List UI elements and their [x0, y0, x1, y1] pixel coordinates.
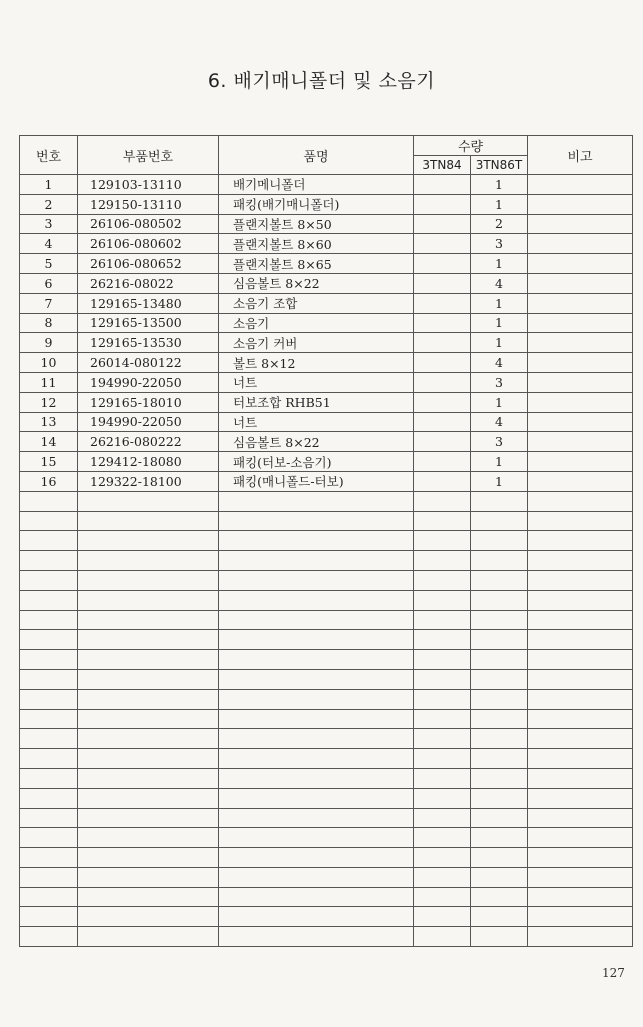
- header-name: 품명: [219, 136, 414, 175]
- row-name: 소음기: [219, 313, 414, 333]
- row-qty-3tn84: [414, 273, 471, 293]
- row-remarks: [528, 511, 633, 531]
- row-name: [219, 848, 414, 868]
- row-qty-3tn86t: [471, 551, 528, 571]
- table-row: [20, 214, 633, 234]
- row-no: [20, 531, 78, 551]
- row-no: 15: [20, 452, 78, 472]
- table-row: [20, 273, 633, 293]
- row-name: 볼트 8×12: [219, 353, 414, 373]
- row-name: [219, 570, 414, 590]
- table-row: [20, 392, 633, 412]
- row-part-no: 129150-13110: [78, 194, 219, 214]
- row-qty-3tn86t: 3: [471, 372, 528, 392]
- row-qty-3tn84: [414, 749, 471, 769]
- row-no: 11: [20, 372, 78, 392]
- row-remarks: [528, 491, 633, 511]
- row-remarks: [528, 214, 633, 234]
- row-no: 13: [20, 412, 78, 432]
- row-part-no: [78, 749, 219, 769]
- table-row: [20, 452, 633, 472]
- table-row: [20, 610, 633, 630]
- row-remarks: [528, 432, 633, 452]
- row-remarks: [528, 452, 633, 472]
- row-qty-3tn86t: 3: [471, 432, 528, 452]
- row-no: 4: [20, 234, 78, 254]
- row-name: [219, 808, 414, 828]
- table-row: [20, 907, 633, 927]
- table-row: [20, 848, 633, 868]
- row-name: 터보조합 RHB51: [219, 392, 414, 412]
- row-qty-3tn84: [414, 867, 471, 887]
- table-row: [20, 709, 633, 729]
- row-qty-3tn86t: [471, 867, 528, 887]
- row-remarks: [528, 313, 633, 333]
- row-qty-3tn84: [414, 788, 471, 808]
- row-part-no: 194990-22050: [78, 412, 219, 432]
- row-name: 배기메니폴더: [219, 175, 414, 195]
- header-part-no: 부품번호: [78, 136, 219, 175]
- parts-table-body: [20, 175, 633, 947]
- row-part-no: [78, 788, 219, 808]
- row-no: [20, 570, 78, 590]
- row-remarks: [528, 471, 633, 491]
- row-no: [20, 630, 78, 650]
- row-no: [20, 768, 78, 788]
- row-no: 1: [20, 175, 78, 195]
- row-name: 심음볼트 8×22: [219, 432, 414, 452]
- row-qty-3tn84: [414, 610, 471, 630]
- row-no: 3: [20, 214, 78, 234]
- row-remarks: [528, 907, 633, 927]
- row-qty-3tn86t: [471, 887, 528, 907]
- row-no: 2: [20, 194, 78, 214]
- row-name: 플랜지볼트 8×50: [219, 214, 414, 234]
- header-remarks: 비고: [528, 136, 633, 175]
- row-qty-3tn86t: [471, 828, 528, 848]
- row-qty-3tn86t: 1: [471, 194, 528, 214]
- row-part-no: 26106-080652: [78, 254, 219, 274]
- row-qty-3tn84: [414, 491, 471, 511]
- header-model-3tn86t: 3TN86T: [471, 156, 528, 175]
- row-part-no: 129103-13110: [78, 175, 219, 195]
- row-remarks: [528, 175, 633, 195]
- row-no: 8: [20, 313, 78, 333]
- row-no: [20, 551, 78, 571]
- page-number: 127: [602, 966, 625, 980]
- row-no: [20, 511, 78, 531]
- table-row: [20, 808, 633, 828]
- row-part-no: [78, 590, 219, 610]
- row-name: [219, 669, 414, 689]
- row-remarks: [528, 669, 633, 689]
- row-part-no: 26106-080602: [78, 234, 219, 254]
- row-qty-3tn86t: 1: [471, 313, 528, 333]
- row-remarks: [528, 333, 633, 353]
- table-row: [20, 531, 633, 551]
- row-remarks: [528, 353, 633, 373]
- row-remarks: [528, 372, 633, 392]
- row-qty-3tn84: [414, 333, 471, 353]
- row-qty-3tn84: [414, 689, 471, 709]
- row-name: [219, 788, 414, 808]
- row-qty-3tn86t: 1: [471, 254, 528, 274]
- row-qty-3tn86t: 1: [471, 471, 528, 491]
- table-row: [20, 729, 633, 749]
- row-part-no: [78, 907, 219, 927]
- row-qty-3tn86t: [471, 788, 528, 808]
- table-row: [20, 828, 633, 848]
- table-row: [20, 768, 633, 788]
- row-no: 6: [20, 273, 78, 293]
- row-name: [219, 551, 414, 571]
- table-row: [20, 630, 633, 650]
- row-qty-3tn84: [414, 531, 471, 551]
- row-name: [219, 828, 414, 848]
- row-qty-3tn86t: [471, 907, 528, 927]
- row-no: [20, 749, 78, 769]
- table-row: [20, 471, 633, 491]
- row-remarks: [528, 927, 633, 947]
- row-qty-3tn86t: 2: [471, 214, 528, 234]
- row-qty-3tn86t: 4: [471, 412, 528, 432]
- table-row: [20, 650, 633, 670]
- row-name: [219, 768, 414, 788]
- row-qty-3tn86t: [471, 848, 528, 868]
- row-qty-3tn86t: [471, 630, 528, 650]
- row-name: 플랜지볼트 8×65: [219, 254, 414, 274]
- row-qty-3tn84: [414, 907, 471, 927]
- table-row: [20, 432, 633, 452]
- row-no: [20, 907, 78, 927]
- table-row: [20, 254, 633, 274]
- row-part-no: 129412-18080: [78, 452, 219, 472]
- row-remarks: [528, 650, 633, 670]
- row-name: 너트: [219, 372, 414, 392]
- row-qty-3tn86t: [471, 927, 528, 947]
- row-name: 소음기 커버: [219, 333, 414, 353]
- row-qty-3tn84: [414, 887, 471, 907]
- row-remarks: [528, 768, 633, 788]
- row-part-no: [78, 887, 219, 907]
- row-no: [20, 848, 78, 868]
- header-no: 번호: [20, 136, 78, 175]
- row-qty-3tn84: [414, 590, 471, 610]
- table-row: [20, 412, 633, 432]
- row-qty-3tn84: [414, 729, 471, 749]
- row-qty-3tn86t: [471, 808, 528, 828]
- row-qty-3tn84: [414, 293, 471, 313]
- row-remarks: [528, 194, 633, 214]
- row-no: [20, 709, 78, 729]
- row-part-no: 129165-13530: [78, 333, 219, 353]
- table-row: [20, 194, 633, 214]
- row-no: [20, 887, 78, 907]
- row-qty-3tn86t: 1: [471, 452, 528, 472]
- row-name: 플랜지볼트 8×60: [219, 234, 414, 254]
- row-name: [219, 749, 414, 769]
- table-row: [20, 511, 633, 531]
- table-row: [20, 491, 633, 511]
- table-row: [20, 927, 633, 947]
- row-part-no: [78, 867, 219, 887]
- row-qty-3tn84: [414, 412, 471, 432]
- row-qty-3tn84: [414, 234, 471, 254]
- row-no: [20, 610, 78, 630]
- row-qty-3tn86t: [471, 709, 528, 729]
- row-remarks: [528, 887, 633, 907]
- row-qty-3tn84: [414, 848, 471, 868]
- row-name: 패킹(매니폴드-터보): [219, 471, 414, 491]
- row-no: [20, 867, 78, 887]
- row-no: [20, 590, 78, 610]
- row-name: [219, 491, 414, 511]
- row-remarks: [528, 788, 633, 808]
- row-remarks: [528, 551, 633, 571]
- row-remarks: [528, 689, 633, 709]
- header-qty: 수량: [414, 136, 528, 156]
- row-name: [219, 610, 414, 630]
- row-remarks: [528, 293, 633, 313]
- row-no: [20, 808, 78, 828]
- row-qty-3tn84: [414, 669, 471, 689]
- row-name: [219, 729, 414, 749]
- row-part-no: 26014-080122: [78, 353, 219, 373]
- page-title: 6. 배기매니폴더 및 소음기: [207, 70, 436, 92]
- row-no: [20, 729, 78, 749]
- row-qty-3tn84: [414, 372, 471, 392]
- row-part-no: 26216-080222: [78, 432, 219, 452]
- row-part-no: [78, 828, 219, 848]
- row-qty-3tn86t: [471, 610, 528, 630]
- row-remarks: [528, 590, 633, 610]
- row-part-no: [78, 768, 219, 788]
- row-qty-3tn84: [414, 828, 471, 848]
- row-part-no: [78, 570, 219, 590]
- row-part-no: [78, 511, 219, 531]
- row-remarks: [528, 531, 633, 551]
- row-qty-3tn86t: [471, 531, 528, 551]
- row-part-no: [78, 848, 219, 868]
- row-qty-3tn86t: [471, 650, 528, 670]
- row-remarks: [528, 808, 633, 828]
- row-remarks: [528, 254, 633, 274]
- row-no: 16: [20, 471, 78, 491]
- row-qty-3tn86t: [471, 689, 528, 709]
- row-name: 패킹(배기매니폴더): [219, 194, 414, 214]
- row-qty-3tn84: [414, 313, 471, 333]
- row-remarks: [528, 709, 633, 729]
- row-qty-3tn86t: 4: [471, 273, 528, 293]
- row-no: 7: [20, 293, 78, 313]
- row-qty-3tn84: [414, 551, 471, 571]
- row-part-no: [78, 531, 219, 551]
- row-qty-3tn84: [414, 194, 471, 214]
- row-qty-3tn84: [414, 214, 471, 234]
- row-qty-3tn84: [414, 650, 471, 670]
- table-row: [20, 313, 633, 333]
- row-part-no: [78, 551, 219, 571]
- row-remarks: [528, 412, 633, 432]
- row-qty-3tn86t: [471, 729, 528, 749]
- row-qty-3tn86t: [471, 669, 528, 689]
- row-part-no: [78, 491, 219, 511]
- table-row: [20, 372, 633, 392]
- row-name: 심음볼트 8×22: [219, 273, 414, 293]
- row-remarks: [528, 570, 633, 590]
- row-no: 12: [20, 392, 78, 412]
- row-qty-3tn84: [414, 471, 471, 491]
- row-qty-3tn84: [414, 175, 471, 195]
- row-part-no: 129165-13480: [78, 293, 219, 313]
- row-part-no: [78, 610, 219, 630]
- table-row: [20, 234, 633, 254]
- row-qty-3tn84: [414, 392, 471, 412]
- row-qty-3tn86t: [471, 749, 528, 769]
- row-name: [219, 650, 414, 670]
- table-row: [20, 570, 633, 590]
- row-qty-3tn84: [414, 353, 471, 373]
- row-qty-3tn86t: 1: [471, 175, 528, 195]
- row-name: [219, 867, 414, 887]
- table-row: [20, 551, 633, 571]
- row-part-no: 129165-18010: [78, 392, 219, 412]
- table-row: [20, 175, 633, 195]
- row-remarks: [528, 392, 633, 412]
- row-name: [219, 531, 414, 551]
- table-row: [20, 333, 633, 353]
- row-qty-3tn84: [414, 254, 471, 274]
- row-part-no: [78, 630, 219, 650]
- row-part-no: [78, 709, 219, 729]
- row-no: 10: [20, 353, 78, 373]
- table-row: [20, 353, 633, 373]
- row-no: 9: [20, 333, 78, 353]
- row-name: 너트: [219, 412, 414, 432]
- row-qty-3tn86t: 1: [471, 333, 528, 353]
- row-part-no: 26216-08022: [78, 273, 219, 293]
- header-model-3tn84: 3TN84: [414, 156, 471, 175]
- row-remarks: [528, 234, 633, 254]
- row-no: [20, 927, 78, 947]
- row-qty-3tn86t: [471, 511, 528, 531]
- row-no: [20, 650, 78, 670]
- row-remarks: [528, 729, 633, 749]
- table-row: [20, 887, 633, 907]
- row-remarks: [528, 273, 633, 293]
- row-qty-3tn84: [414, 630, 471, 650]
- row-name: [219, 689, 414, 709]
- row-name: [219, 907, 414, 927]
- row-qty-3tn84: [414, 432, 471, 452]
- row-no: 5: [20, 254, 78, 274]
- row-remarks: [528, 828, 633, 848]
- row-qty-3tn84: [414, 927, 471, 947]
- row-no: [20, 689, 78, 709]
- row-name: [219, 630, 414, 650]
- row-qty-3tn86t: 1: [471, 392, 528, 412]
- row-part-no: 129165-13500: [78, 313, 219, 333]
- table-row: [20, 689, 633, 709]
- row-no: [20, 669, 78, 689]
- row-remarks: [528, 630, 633, 650]
- row-remarks: [528, 749, 633, 769]
- row-part-no: 26106-080502: [78, 214, 219, 234]
- row-name: [219, 511, 414, 531]
- row-qty-3tn86t: [471, 590, 528, 610]
- table-row: [20, 293, 633, 313]
- table-row: [20, 788, 633, 808]
- row-remarks: [528, 610, 633, 630]
- row-qty-3tn84: [414, 570, 471, 590]
- table-row: [20, 749, 633, 769]
- row-qty-3tn84: [414, 709, 471, 729]
- row-qty-3tn86t: [471, 491, 528, 511]
- row-no: [20, 491, 78, 511]
- table-row: [20, 867, 633, 887]
- row-no: 14: [20, 432, 78, 452]
- row-name: 소음기 조합: [219, 293, 414, 313]
- row-part-no: [78, 669, 219, 689]
- row-no: [20, 788, 78, 808]
- row-qty-3tn84: [414, 511, 471, 531]
- row-name: [219, 590, 414, 610]
- row-part-no: [78, 808, 219, 828]
- row-qty-3tn84: [414, 768, 471, 788]
- parts-table-wrapper: [19, 135, 633, 947]
- row-qty-3tn86t: 1: [471, 293, 528, 313]
- row-qty-3tn86t: [471, 570, 528, 590]
- row-name: 패킹(터보-소음기): [219, 452, 414, 472]
- row-name: [219, 709, 414, 729]
- row-no: [20, 828, 78, 848]
- parts-table: [19, 135, 633, 947]
- row-qty-3tn86t: [471, 768, 528, 788]
- row-name: [219, 927, 414, 947]
- row-name: [219, 887, 414, 907]
- row-part-no: [78, 650, 219, 670]
- row-remarks: [528, 848, 633, 868]
- row-part-no: [78, 927, 219, 947]
- table-row: [20, 669, 633, 689]
- row-qty-3tn84: [414, 808, 471, 828]
- row-part-no: 194990-22050: [78, 372, 219, 392]
- row-part-no: [78, 729, 219, 749]
- row-qty-3tn84: [414, 452, 471, 472]
- row-part-no: [78, 689, 219, 709]
- row-part-no: 129322-18100: [78, 471, 219, 491]
- table-row: [20, 590, 633, 610]
- row-remarks: [528, 867, 633, 887]
- row-qty-3tn86t: 3: [471, 234, 528, 254]
- row-qty-3tn86t: 4: [471, 353, 528, 373]
